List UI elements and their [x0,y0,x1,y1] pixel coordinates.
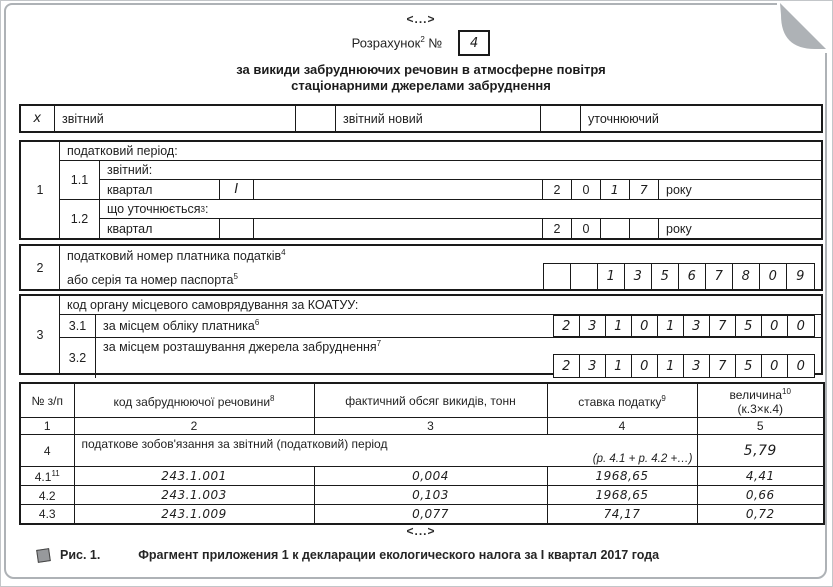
koatuu-3-2-cell-3: 0 [632,355,658,377]
koatuu-3-2-cell-5: 3 [684,355,710,377]
header-value-formula: (к.3×к.4) [737,402,783,416]
header-code [74,383,314,418]
koatuu-3-1-cell-6: 7 [710,316,736,336]
row-4-3-num-text: 4.3 [38,507,56,522]
section-3-number: 3 [21,296,60,373]
header-rate [547,383,697,418]
tax-number-cell-6: 7 [706,264,733,289]
section-2-label1-text: податковий номер платника податків [67,249,282,264]
tax-number-cell-7: 8 [733,264,760,289]
calc-number-box [458,30,490,56]
year-cell-1-1-0: 2 [542,180,571,199]
row-3-1-label [96,318,259,333]
total-row [20,435,824,467]
label-utochniuiuchyi: уточнюючий [588,111,659,126]
header-volume: фактичний обсяг викидів, тонн [314,383,547,418]
row-3-2-label-text: за місцем розташування джерела забруднення [103,340,377,355]
row-4-3-value: 0,72 [697,505,824,524]
kvartal-value-1-1 [220,180,254,199]
row-3-1 [60,315,821,338]
kvartal-label-1-2: квартал [100,219,220,238]
year-cell-1-2-3 [629,219,658,238]
row-3-1-footnote-sup: 6 [254,318,260,328]
row-4-1-num-sup: 11 [51,468,60,478]
colnum-1: 1 [20,418,74,435]
table-row [20,505,824,524]
row-4-1-value: 4,41 [697,467,824,486]
report-type-row [19,104,823,133]
row-3-2-footnote-sup: 7 [376,339,382,348]
koatuu-3-2-cell-1: 3 [580,355,606,377]
section-1-title: податковий період: [60,142,821,161]
tax-number-cell-8: 0 [760,264,787,289]
ellipsis-top: <...> [406,12,436,26]
total-row-formula: (р. 4.1 + р. 4.2 +…) [592,453,693,465]
year-cell-1-2-0: 2 [542,219,571,238]
row-3-1-label-text: за місцем обліку платника [103,319,255,334]
koatuu-3-1-cell-2: 1 [606,316,632,336]
koatuu-3-1-cell-3: 0 [632,316,658,336]
tax-number-cells [543,263,815,290]
koatuu-3-1-cell-4: 1 [658,316,684,336]
koatuu-3-1-cell-8: 0 [762,316,788,336]
kvartal-value-1-2 [220,219,254,238]
header-num: № з/п [20,383,74,418]
figure-marker-icon [36,548,51,563]
section-3-koatuu [19,294,823,375]
section-2-tax-number [19,244,823,291]
row-4-1-rate: 1968,65 [547,467,697,486]
koatuu-3-2-cell-9: 0 [796,358,806,374]
colnum-4: 4 [547,418,697,435]
tax-number-cell-5: 6 [679,264,706,289]
koatuu-3-1-cell-9: 0 [796,318,806,334]
row-4-3-volume: 0,077 [314,505,547,524]
row-4-2-volume: 0,103 [314,486,547,505]
koatuu-3-1-cell-1: 3 [580,316,606,336]
tax-number-cell-1 [571,264,598,289]
header-rate-sup: 9 [661,394,666,403]
calc-label [352,35,443,50]
year-cell-1-1-2: 1 [600,180,629,199]
total-row-label: податкове зобов'язання за звітний (податковий) період [81,437,388,451]
figure-caption-text: Фрагмент приложения 1 к декларации екологического налога за І квартал 2017 года [138,548,660,562]
calc-number-value: 4 [469,35,479,51]
calc-header [19,30,823,56]
tax-number-cell-9: 9 [796,269,805,284]
row-4-1-num [20,467,74,486]
row-3-2-label [96,338,821,354]
section-2-label-line1 [67,248,821,263]
total-row-value [697,435,824,467]
total-row-label-cell [74,435,697,467]
header-value-sup: 10 [782,387,791,396]
row-4-3-num [20,505,74,524]
ellipsis-bottom: <...> [406,524,436,538]
tax-number-cell-4: 5 [652,264,679,289]
section-2-footnote4-sup: 4 [281,248,286,257]
row-1-2-label-suffix: : [204,202,209,216]
form-title-line1: за викиди забруднюючих речовин в атмосферне повітря [236,62,606,77]
row-1-2 [60,200,821,238]
row-3-2-number: 3.2 [60,338,96,378]
total-row-num: 4 [20,435,74,467]
koatuu-3-2-cell-8: 0 [762,355,788,377]
section-2-number: 2 [21,246,60,289]
figure-caption [37,548,807,562]
row-4-3-rate: 74,17 [547,505,697,524]
row-1-1-label: звітний: [100,161,821,180]
header-value-text: величина [729,388,783,402]
section-2-footnote5-sup: 5 [233,271,238,281]
row-4-1-code: 243.1.001 [74,467,314,486]
row-4-1-volume: 0,004 [314,467,547,486]
emissions-table [19,382,825,525]
label-zvitnyi: звітний [55,106,296,131]
row-1-2-label [100,200,821,219]
row-1-2-number: 1.2 [60,200,100,238]
checkbox-utochniuiuchyi [541,106,581,131]
row-1-2-footnote-sup: 3 [200,204,205,214]
kvartal-value-1-1-text: І [234,182,239,197]
checkbox-zvitnyi [21,106,55,131]
colnum-5: 5 [697,418,824,435]
koatuu-3-2-cell-0: 2 [554,355,580,377]
calc-footnote-sup: 2 [420,35,425,45]
calc-no-sign: № [428,35,443,51]
header-code-sup: 8 [270,394,275,403]
row-3-1-number: 3.1 [60,315,96,337]
row-4-2-num [20,486,74,505]
row-1-2-label-text: що уточнюється [107,202,201,216]
calc-word: Розрахунок [351,35,421,51]
column-number-row [20,418,824,435]
roku-label-1-1: року [658,180,821,199]
header-rate-text: ставка податку [578,395,662,409]
koatuu-3-1-cell-0: 2 [554,316,580,336]
row-1-1-number: 1.1 [60,161,100,199]
form-title-line2: стаціонарними джерелами забруднення [291,78,551,93]
checkbox-zvitnyi-mark: х [33,111,42,126]
year-cell-1-2-1: 0 [571,219,600,238]
colnum-2: 2 [74,418,314,435]
header-code-text: код забруднюючої речовини [113,395,271,409]
section-1-tax-period [19,140,823,240]
row-4-2-rate: 1968,65 [547,486,697,505]
year-cell-1-2-2 [600,219,629,238]
koatuu-3-2-cell-6: 7 [710,355,736,377]
row-4-2-code: 243.1.003 [74,486,314,505]
row-3-2 [60,338,821,378]
tax-number-cell-0 [544,264,571,289]
koatuu-3-1-cell-7: 5 [736,316,762,336]
koatuu-cells-3-2 [553,354,815,378]
year-cell-1-1-1: 0 [571,180,600,199]
figure-label: Рис. 1. [60,548,101,562]
section-1-number: 1 [21,142,60,238]
koatuu-cells-3-1 [553,315,815,337]
row-1-1 [60,161,821,200]
header-value [697,383,824,418]
koatuu-3-2-cell-7: 5 [736,355,762,377]
checkbox-zvitnyi-novyi [296,106,336,131]
roku-label-1-2: року [658,219,821,238]
row-4-2-num-text: 4.2 [38,488,56,503]
kvartal-filler-1-1 [254,180,542,199]
label-zvitnyi-novyi: звітний новий [336,106,541,131]
tax-number-cell-3: 3 [625,264,652,289]
kvartal-filler-1-2 [254,219,542,238]
table-row [20,467,824,486]
form-content [19,5,823,577]
table-header-row [20,383,824,418]
row-4-2-value: 0,66 [697,486,824,505]
year-cell-1-1-3: 7 [629,180,658,199]
section-2-label2-text: або серія та номер паспорта [67,273,234,287]
koatuu-3-2-cell-4: 1 [658,355,684,377]
row-4-3-code: 243.1.009 [74,505,314,524]
table-row [20,486,824,505]
kvartal-label-1-1: квартал [100,180,220,199]
form-title [19,62,823,94]
colnum-3: 3 [314,418,547,435]
koatuu-3-1-cell-5: 3 [684,316,710,336]
tax-number-cell-2: 1 [598,264,625,289]
section-3-title: код органу місцевого самоврядування за КОАТУУ: [60,296,821,315]
total-row-value-text: 5,79 [743,442,777,459]
row-4-1-num-text: 4.1 [34,469,52,484]
koatuu-3-2-cell-2: 1 [606,355,632,377]
paper-sheet [4,3,827,579]
